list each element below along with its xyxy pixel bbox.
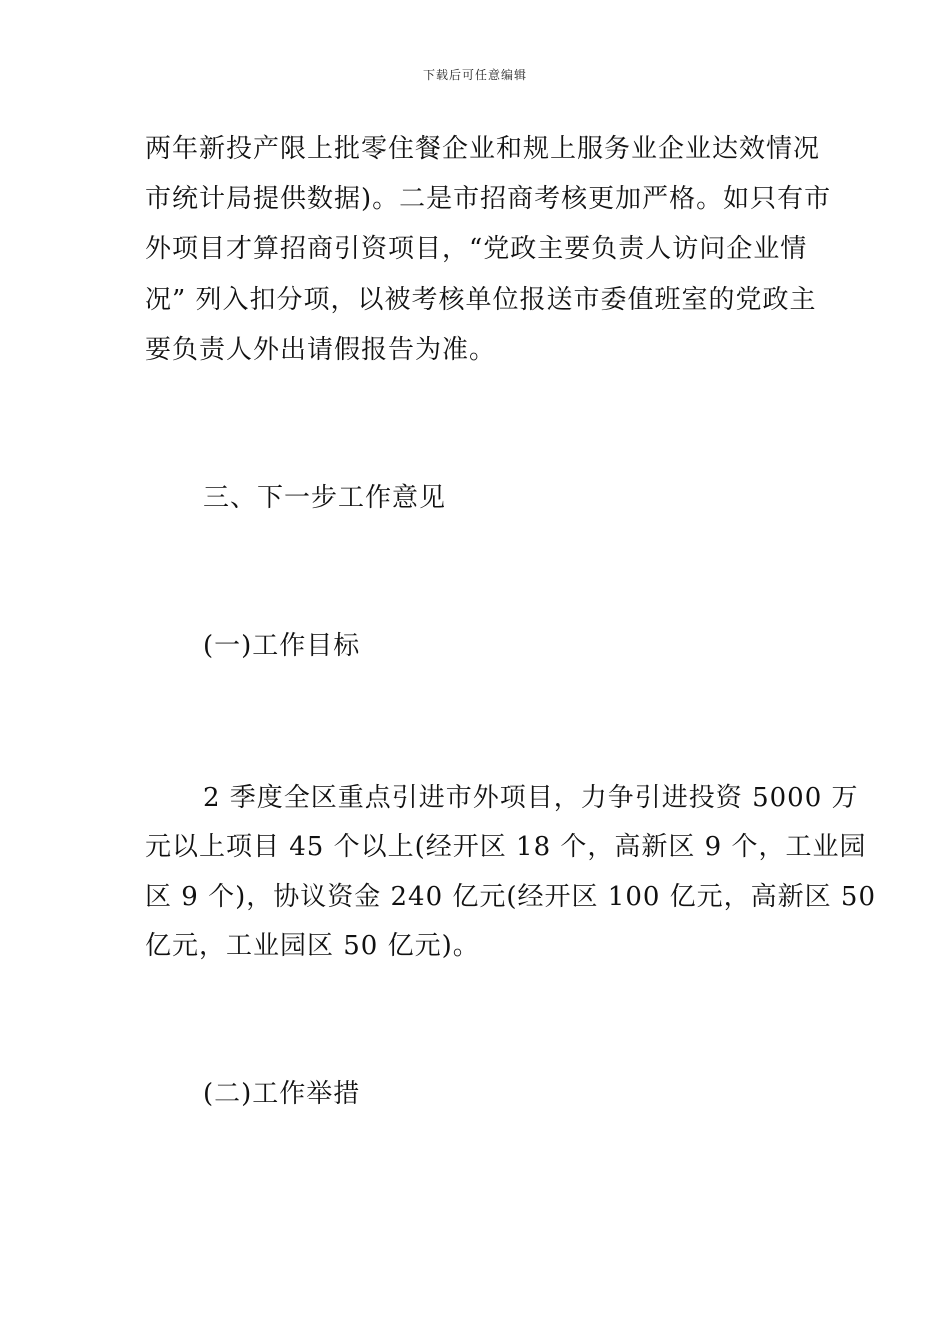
header-note: 下载后可任意编辑 [422,68,527,82]
paragraph2-line-3: 区 9 个)，协议资金 240 亿元(经开区 100 亿元，高新区 50 [145,882,877,912]
section3-heading: 三、下一步工作意见 [203,483,447,513]
paragraph1-line-1: 两年新投产限上批零住餐企业和规上服务业企业达效情况 [145,134,821,164]
subsection2-heading: (二)工作举措 [203,1079,361,1109]
subsection1-heading: (一)工作目标 [203,631,361,661]
paragraph2-line-4: 亿元，工业园区 50 亿元)。 [145,931,480,961]
paragraph1-line-2: 市统计局提供数据)。二是市招商考核更加严格。如只有市 [145,184,832,214]
paragraph1-line-5: 要负责人外出请假报告为准。 [145,335,497,365]
paragraph2-line-2: 元以上项目 45 个以上(经开区 18 个，高新区 9 个，工业园 [145,832,867,862]
paragraph2-line-1: 2 季度全区重点引进市外项目，力争引进投资 5000 万 [203,783,859,813]
paragraph1-line-3: 外项目才算招商引资项目，“党政主要负责人访问企业情 [145,234,808,264]
paragraph1-line-4: 况” 列入扣分项，以被考核单位报送市委值班室的党政主 [145,285,817,315]
